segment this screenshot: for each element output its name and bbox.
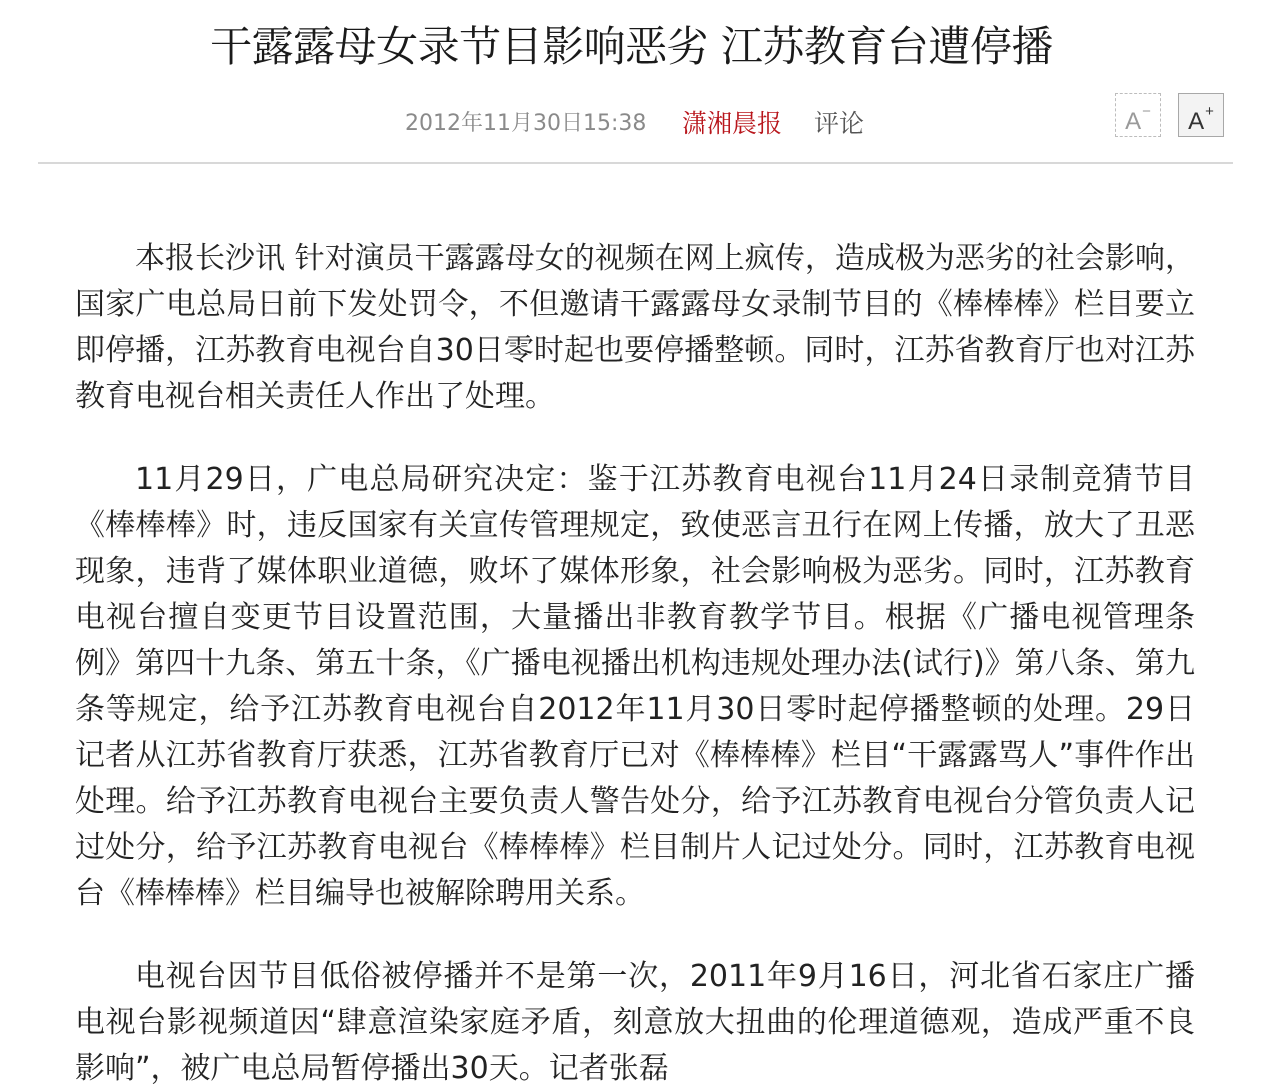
font-increase-button[interactable]	[1178, 93, 1224, 137]
plus-icon: +	[1205, 103, 1214, 120]
comment-link[interactable]: 评论	[814, 109, 865, 138]
article-body	[75, 236, 1195, 1092]
article-paragraph: 11月29日，广电总局研究决定：鉴于江苏教育电视台11月24日录制竞猜节目《棒棒棒》时，违反国家有关宣传管理规定，致使恶言丑行在网上传播，放大了丑恶现象，违背了媒体职业道德，败坏了媒体形象，社会影响极为恶劣。同时，江苏教育电视台擅自变更节目设置范围，大量播出非教育教学节目。根据《广播电视管理条例》第四十九条、第五十条，《广播电视播出机构违规处理办法(试行)》第八条、第九条等规定，给予江苏教育电视台自2012年11月30日零时起停播整顿的处理。29日记者从江苏省教育厅获悉，江苏省教育厅已对《棒棒棒》栏目“干露露骂人”事件作出处理。给予江苏教育电视台主要负责人警告处分，给予江苏教育电视台分管负责人记过处分，给予江苏教育电视台《棒棒棒》栏目制片人记过处分。同时，江苏教育电视台《棒棒棒》栏目编导也被解除聘用关系。	[75, 462, 1195, 911]
publish-datetime: 2012年11月30日15:38	[405, 111, 647, 136]
source-link[interactable]: 潇湘晨报	[682, 109, 783, 138]
minus-icon: −	[1142, 103, 1151, 120]
article-paragraph: 电视台因节目低俗被停播并不是第一次，2011年9月16日，河北省石家庄广播电视台影视频道因“肆意渲染家庭矛盾，刻意放大扭曲的伦理道德观，造成严重不良影响”，被广电总局暂停播出30天。记者张磊	[75, 959, 1195, 1086]
font-decrease-button[interactable]	[1115, 93, 1161, 137]
article-paragraph: 本报长沙讯 针对演员干露露母女的视频在网上疯传，造成极为恶劣的社会影响，国家广电总局日前下发处罚令，不但邀请干露露母女录制节目的《棒棒棒》栏目要立即停播，江苏教育电视台自30日零时起也要停播整顿。同时，江苏省教育厅也对江苏教育电视台相关责任人作出了处理。	[75, 241, 1195, 414]
article-title: 干露露母女录节目影响恶劣 江苏教育台遭停播	[210, 22, 1053, 71]
header-divider	[38, 162, 1233, 164]
font-increase-letter: A	[1188, 108, 1205, 135]
font-decrease-letter: A	[1125, 108, 1142, 135]
